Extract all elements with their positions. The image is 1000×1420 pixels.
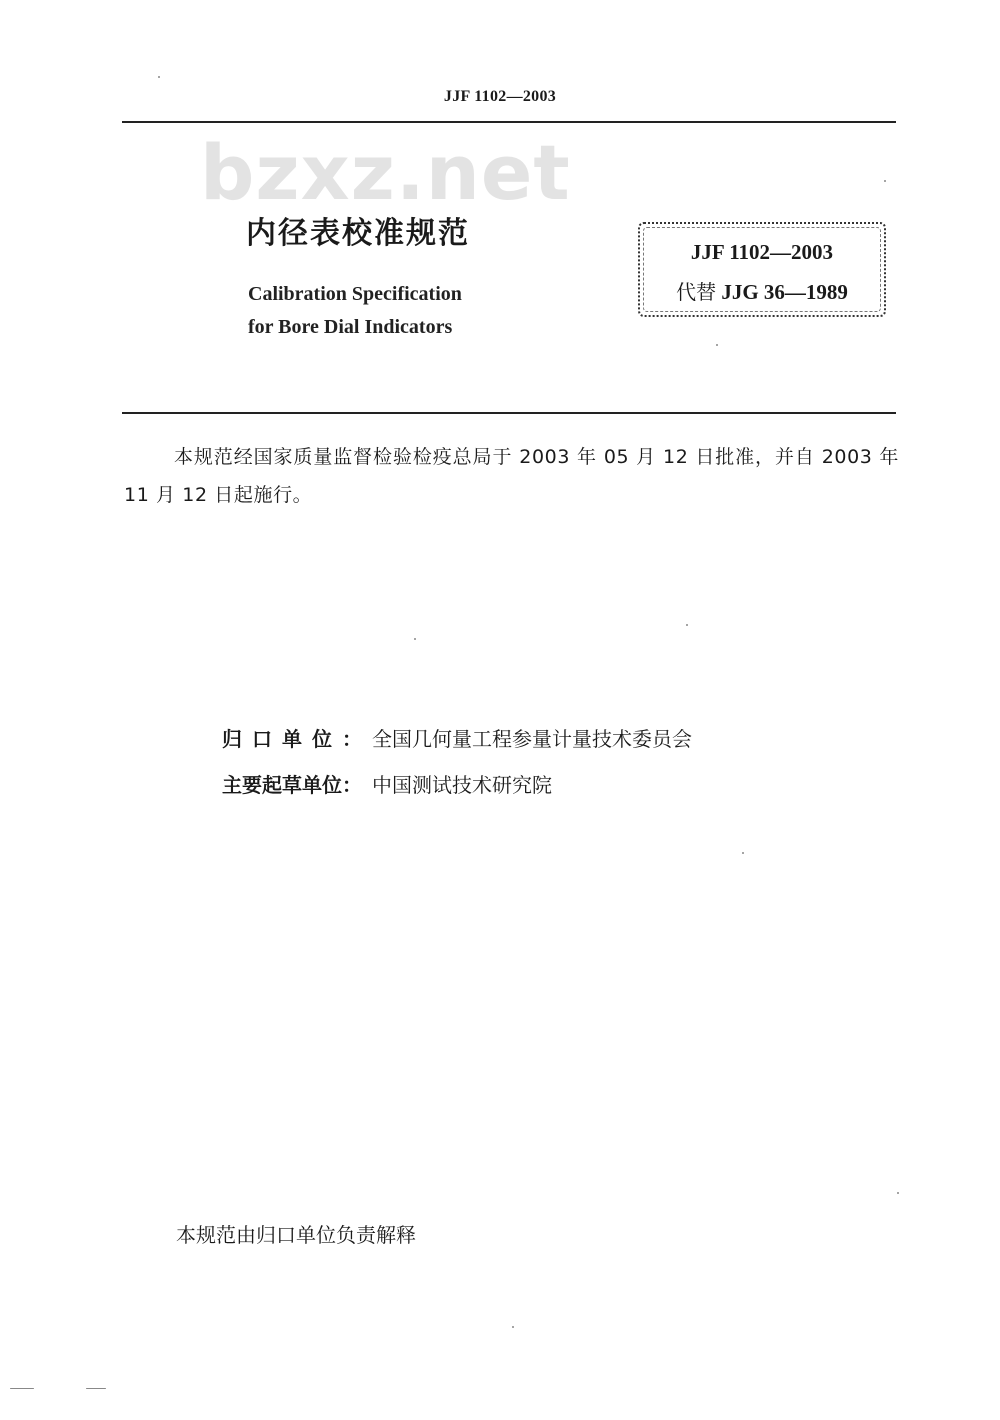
standard-code: JJF 1102—2003 <box>690 240 834 264</box>
replaces-code: JJG 36—1989 <box>721 280 848 304</box>
responsible-unit-row <box>222 723 692 752</box>
scan-speck <box>716 344 718 346</box>
title-english-line2: for Bore Dial Indicators <box>248 316 453 338</box>
middle-divider <box>122 412 896 414</box>
scan-speck <box>512 1326 514 1328</box>
scan-speck <box>414 638 416 640</box>
scan-speck <box>897 1192 899 1194</box>
interpretation-note: 本规范由归口单位负责解释 <box>176 1223 416 1247</box>
approval-statement: 本规范经国家质量监督检验检疫总局于 2003 年 05 月 12 日批准，并自 2003 年 11 月 12 日起施行。 <box>124 446 899 506</box>
title-english-line1: Calibration Specification <box>248 283 462 305</box>
drafting-unit-row <box>222 769 552 798</box>
responsible-unit-label: 归口单位： <box>222 727 372 751</box>
scan-speck <box>686 624 688 626</box>
top-divider <box>122 121 896 123</box>
drafting-unit-label: 主要起草单位： <box>222 773 362 797</box>
replaces-line <box>640 276 884 305</box>
responsible-unit-value: 全国几何量工程参量计量技术委员会 <box>372 727 692 751</box>
scan-speck <box>742 852 744 854</box>
watermark: bzxz.net <box>200 128 571 217</box>
scan-speck <box>10 1388 34 1389</box>
scan-speck <box>158 76 160 78</box>
drafting-unit-value: 中国测试技术研究院 <box>372 773 552 797</box>
replaces-label: 代替 <box>676 280 717 304</box>
standard-code-box <box>638 222 886 317</box>
scan-speck <box>86 1388 106 1389</box>
header-doc-code: JJF 1102—2003 <box>443 88 557 105</box>
scan-speck <box>884 180 886 182</box>
title-chinese: 内径表校准规范 <box>246 216 470 251</box>
